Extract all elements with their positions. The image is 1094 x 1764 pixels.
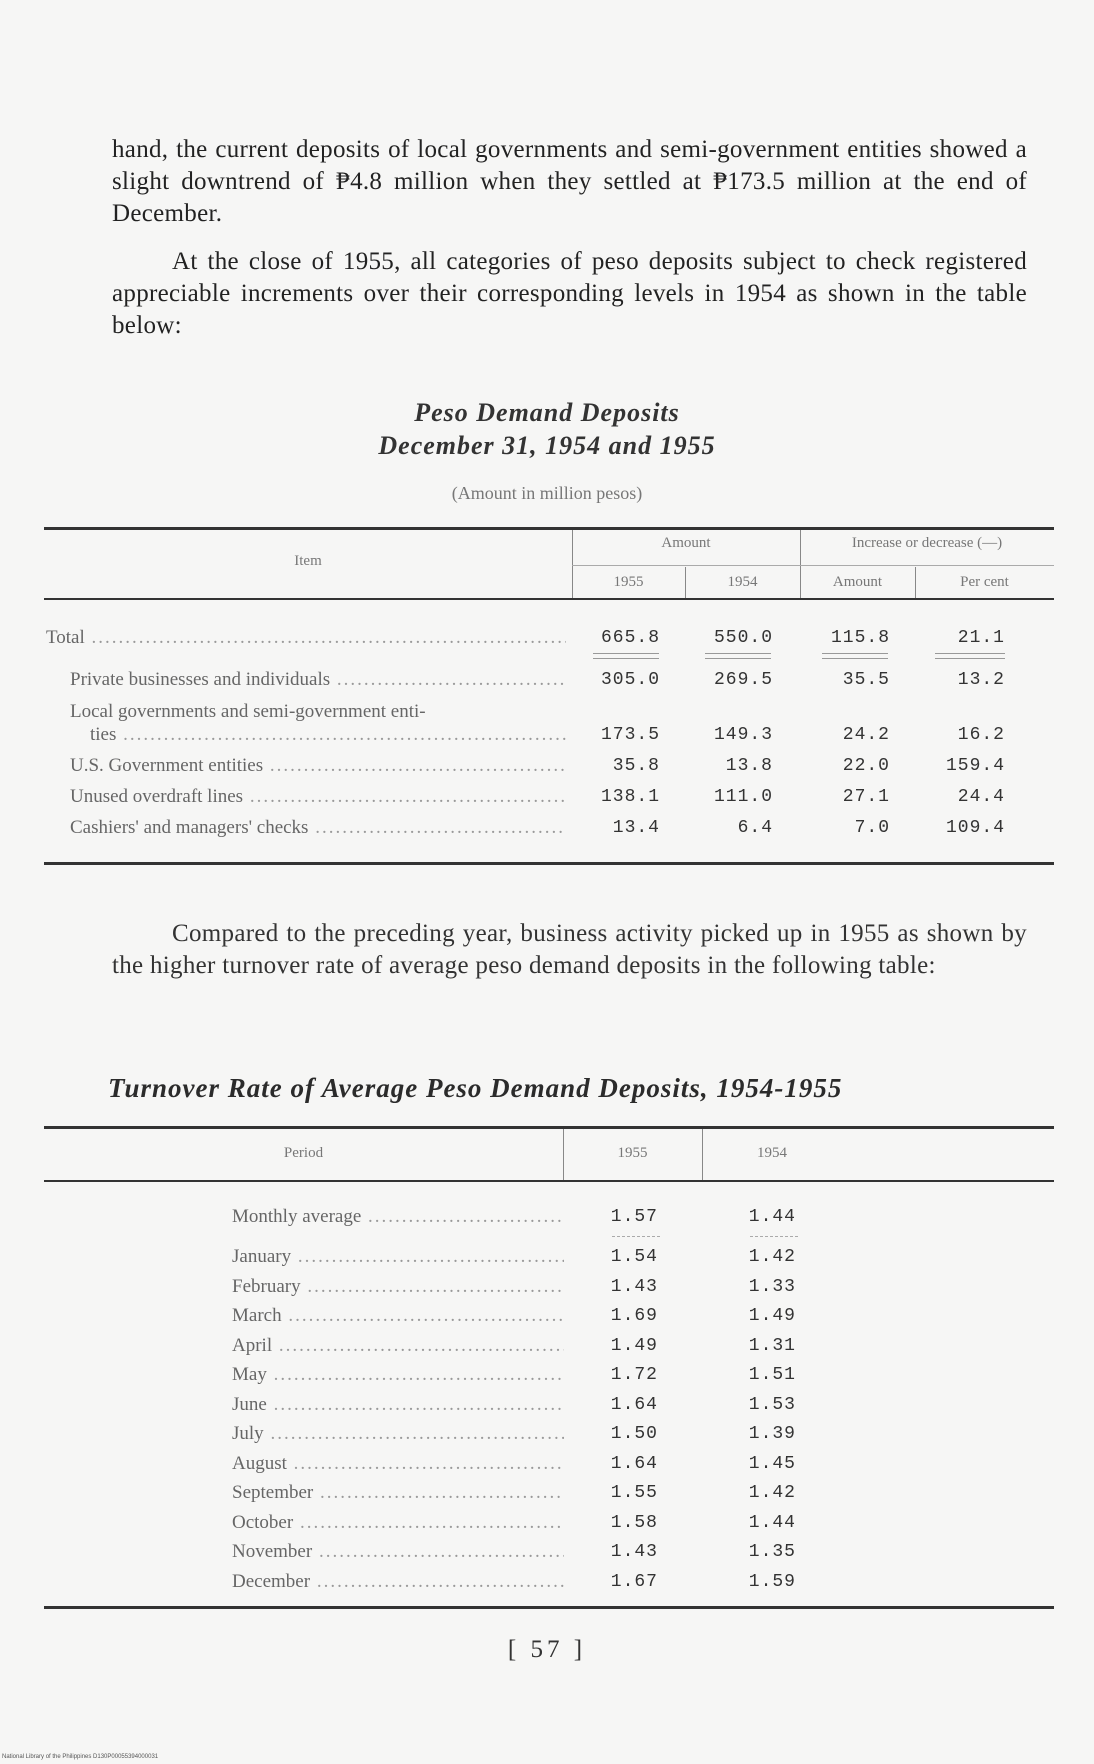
- table-row: [0, 1391, 1094, 1419]
- table2-header-period: Period: [283, 1145, 324, 1161]
- table-row: [0, 1332, 1094, 1360]
- table-row: Unused overdraft lines ..... 138.1 111.0 27.1 24.4: [0, 783, 1094, 811]
- row-label: March .....: [232, 1302, 564, 1330]
- row-label: U.S. Government entities .....: [70, 752, 566, 780]
- footer-text: National Library of the Philippines D130P00055394000031: [2, 1754, 159, 1760]
- value-1954: 1.42: [748, 1483, 796, 1503]
- table1-top-rule: [44, 527, 1054, 530]
- table-row: Private businesses and individuals ..... 305.0 269.5 35.5 13.2: [0, 666, 1094, 694]
- value-1955: 1.49: [610, 1335, 658, 1356]
- table1-subtitle: (Amount in million pesos): [451, 483, 643, 503]
- paragraph-2: At the close of 1955, all categories of peso deposits subject to check registered appreciable increments over their corresponding levels in 1954 as shown in the table below:: [112, 248, 1027, 339]
- table1-header-rule: [44, 598, 1054, 600]
- paragraph-3: Compared to the preceding year, business activity picked up in 1955 as shown by the higher turnover rate of average peso demand deposits in the following table:: [112, 920, 1027, 979]
- table2-title: Turnover Rate of Average Peso Demand Deposits, 1954-1955: [108, 1073, 843, 1103]
- table-row: [0, 1450, 1094, 1478]
- table-row: Cashiers' and managers' checks ..... 13.4 6.4 7.0 109.4: [0, 814, 1094, 842]
- table2-top-rule: [44, 1126, 1054, 1129]
- row-label: May .....: [232, 1361, 564, 1389]
- value-1955: 1.64: [610, 1453, 658, 1474]
- row-label: September .....: [232, 1479, 564, 1507]
- table2-bottom-rule: [44, 1606, 1054, 1609]
- table1-header-chg-amount: Amount: [832, 574, 883, 590]
- row-label: June .....: [232, 1391, 564, 1419]
- table-row: [0, 1302, 1094, 1330]
- row-label: Total .....: [46, 624, 566, 652]
- table-row: [0, 1203, 1094, 1231]
- row-label-line1: Local governments and semi-government enti-: [70, 701, 426, 722]
- row-label: October .....: [232, 1509, 564, 1537]
- value-1954: 1.39: [748, 1424, 796, 1444]
- row-label: Unused overdraft lines .....: [70, 783, 566, 811]
- table1-header-1954: 1954: [727, 574, 758, 590]
- value-1955: 1.72: [610, 1365, 658, 1385]
- row-label: Private businesses and individuals .....: [70, 666, 566, 694]
- table2-header-1955: 1955: [617, 1145, 648, 1161]
- value-1954: 1.59: [748, 1571, 796, 1592]
- value-1955: 1.64: [610, 1394, 658, 1415]
- row-label: Monthly average .....: [232, 1203, 564, 1231]
- table1-title-line1: Peso Demand Deposits: [414, 398, 680, 427]
- row-label: February .....: [232, 1273, 564, 1301]
- table2-header-rule: [44, 1180, 1054, 1182]
- row-label: December .....: [232, 1568, 564, 1596]
- value-1955: 1.57: [610, 1207, 658, 1227]
- table1-bottom-rule: [44, 862, 1054, 865]
- row-label: August .....: [232, 1450, 564, 1478]
- table-row: [0, 1243, 1094, 1271]
- value-1954: 1.33: [748, 1276, 796, 1297]
- table-row: Total ..... 665.8 550.0 115.8 21.1: [0, 624, 1094, 652]
- value-1954: 1.51: [748, 1365, 796, 1385]
- value-1954: 1.35: [748, 1542, 796, 1562]
- table1-header-amount: Amount: [661, 535, 711, 551]
- row-label: July .....: [232, 1420, 564, 1448]
- table-row: [0, 1568, 1094, 1596]
- value-1954: 1.49: [748, 1306, 796, 1326]
- page-number: [ 57 ]: [507, 1636, 587, 1663]
- value-1954: 1.31: [748, 1335, 796, 1356]
- value-1954: 1.44: [748, 1512, 796, 1533]
- table1-header-1955: 1955: [613, 574, 644, 590]
- value-1955: 1.55: [610, 1483, 658, 1503]
- paragraph-1: hand, the current deposits of local governments and semi-government entities showed a slight downtrend of ₱4.8 million when they settled at ₱173.5 million at the end of December.: [112, 136, 1027, 227]
- value-1955: 1.54: [610, 1247, 658, 1267]
- table1-header-chg-pct: Per cent: [960, 574, 1009, 590]
- row-label: April .....: [232, 1332, 564, 1360]
- row-label: ties .....: [90, 721, 566, 749]
- row-label: November .....: [232, 1538, 564, 1566]
- value-1955: 1.58: [610, 1512, 658, 1533]
- table2-header-1954: 1954: [757, 1145, 787, 1161]
- table1-header-item: Item: [294, 553, 322, 569]
- table-row: [0, 1420, 1094, 1448]
- table-row: [0, 1538, 1094, 1566]
- value-1954: 1.45: [748, 1453, 796, 1474]
- value-1955: 1.43: [610, 1542, 658, 1562]
- value-1955: 1.50: [610, 1424, 658, 1444]
- row-label: January .....: [232, 1243, 564, 1271]
- table-row: [0, 1273, 1094, 1301]
- value-1955: 1.69: [610, 1306, 658, 1326]
- table-row: [0, 1479, 1094, 1507]
- table-row: [0, 1509, 1094, 1537]
- value-1954: 1.42: [748, 1247, 796, 1267]
- table-row: U.S. Government entities ..... 35.8 13.8 22.0 159.4: [0, 752, 1094, 780]
- value-1955: 1.67: [610, 1571, 658, 1592]
- value-1954: 1.44: [748, 1207, 796, 1227]
- row-label: Cashiers' and managers' checks .....: [70, 814, 566, 842]
- table1-header-change: Increase or decrease (—): [851, 535, 1003, 551]
- value-1955: 1.43: [610, 1276, 658, 1297]
- table-row: ties ..... 173.5 149.3 24.2 16.2: [0, 721, 1094, 749]
- value-1954: 1.53: [748, 1394, 796, 1415]
- table-row: [0, 1361, 1094, 1389]
- table1-title-line2: December 31, 1954 and 1955: [378, 431, 716, 460]
